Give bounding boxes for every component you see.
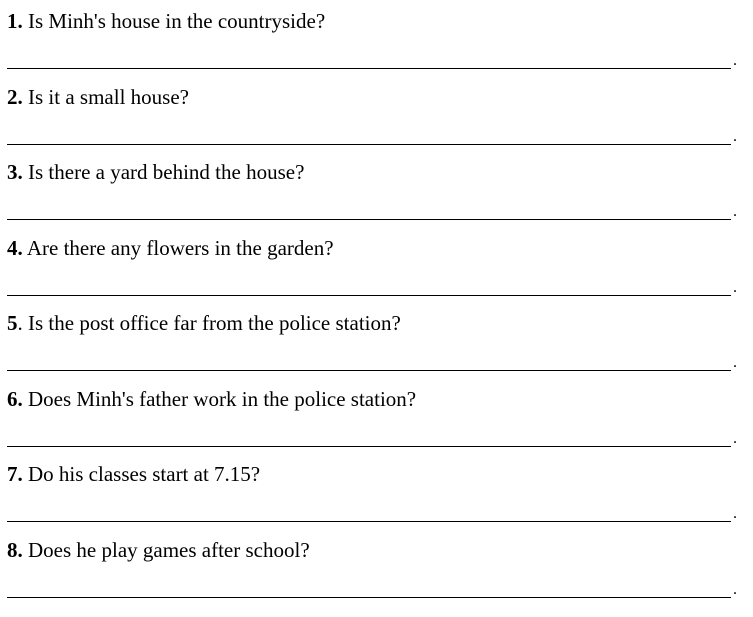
question-number: 1. (7, 9, 23, 33)
question-prompt: Is there a yard behind the house? (28, 160, 305, 184)
line-end-dot: . (733, 128, 737, 145)
question-prompt: Do his classes start at 7.15? (28, 462, 261, 486)
answer-line[interactable] (7, 68, 731, 69)
question-item-3 (7, 159, 742, 234)
question-item-5 (7, 310, 742, 385)
question-text-4 (7, 235, 334, 261)
line-end-dot: . (733, 279, 737, 296)
question-item-2 (7, 84, 742, 159)
question-item-4 (7, 235, 742, 310)
question-prompt: Is the post office far from the police station? (28, 311, 401, 335)
question-text-3 (7, 159, 304, 185)
answer-line[interactable] (7, 597, 731, 598)
line-end-dot: . (733, 430, 737, 447)
question-prompt: Are there any flowers in the garden? (26, 236, 334, 260)
answer-line[interactable] (7, 446, 731, 447)
answer-line[interactable] (7, 370, 731, 371)
question-number: 3. (7, 160, 23, 184)
question-prompt: Does he play games after school? (28, 538, 310, 562)
question-text-6 (7, 386, 416, 412)
question-number: 6. (7, 387, 23, 411)
question-text-1 (7, 8, 325, 34)
question-number-dot: . (17, 311, 23, 335)
question-number: 8. (7, 538, 23, 562)
answer-line[interactable] (7, 521, 731, 522)
question-text-7 (7, 461, 260, 487)
answer-line[interactable] (7, 144, 731, 145)
question-item-7 (7, 461, 742, 536)
question-item-1 (7, 8, 742, 83)
answer-line[interactable] (7, 295, 731, 296)
question-number: 7. (7, 462, 23, 486)
line-end-dot: . (733, 581, 737, 598)
question-prompt: Is it a small house? (28, 85, 189, 109)
line-end-dot: . (733, 52, 737, 69)
question-text-8 (7, 537, 310, 563)
question-number: 5 (7, 311, 18, 335)
question-number: 4. (7, 236, 23, 260)
line-end-dot: . (733, 203, 737, 220)
question-text-5 (7, 310, 401, 336)
line-end-dot: . (733, 354, 737, 371)
question-prompt: Does Minh's father work in the police station? (28, 387, 417, 411)
question-prompt: Is Minh's house in the countryside? (28, 9, 326, 33)
line-end-dot: . (733, 505, 737, 522)
answer-line[interactable] (7, 219, 731, 220)
question-item-8 (7, 537, 742, 612)
question-number: 2. (7, 85, 23, 109)
question-text-2 (7, 84, 189, 110)
question-item-6 (7, 386, 742, 461)
